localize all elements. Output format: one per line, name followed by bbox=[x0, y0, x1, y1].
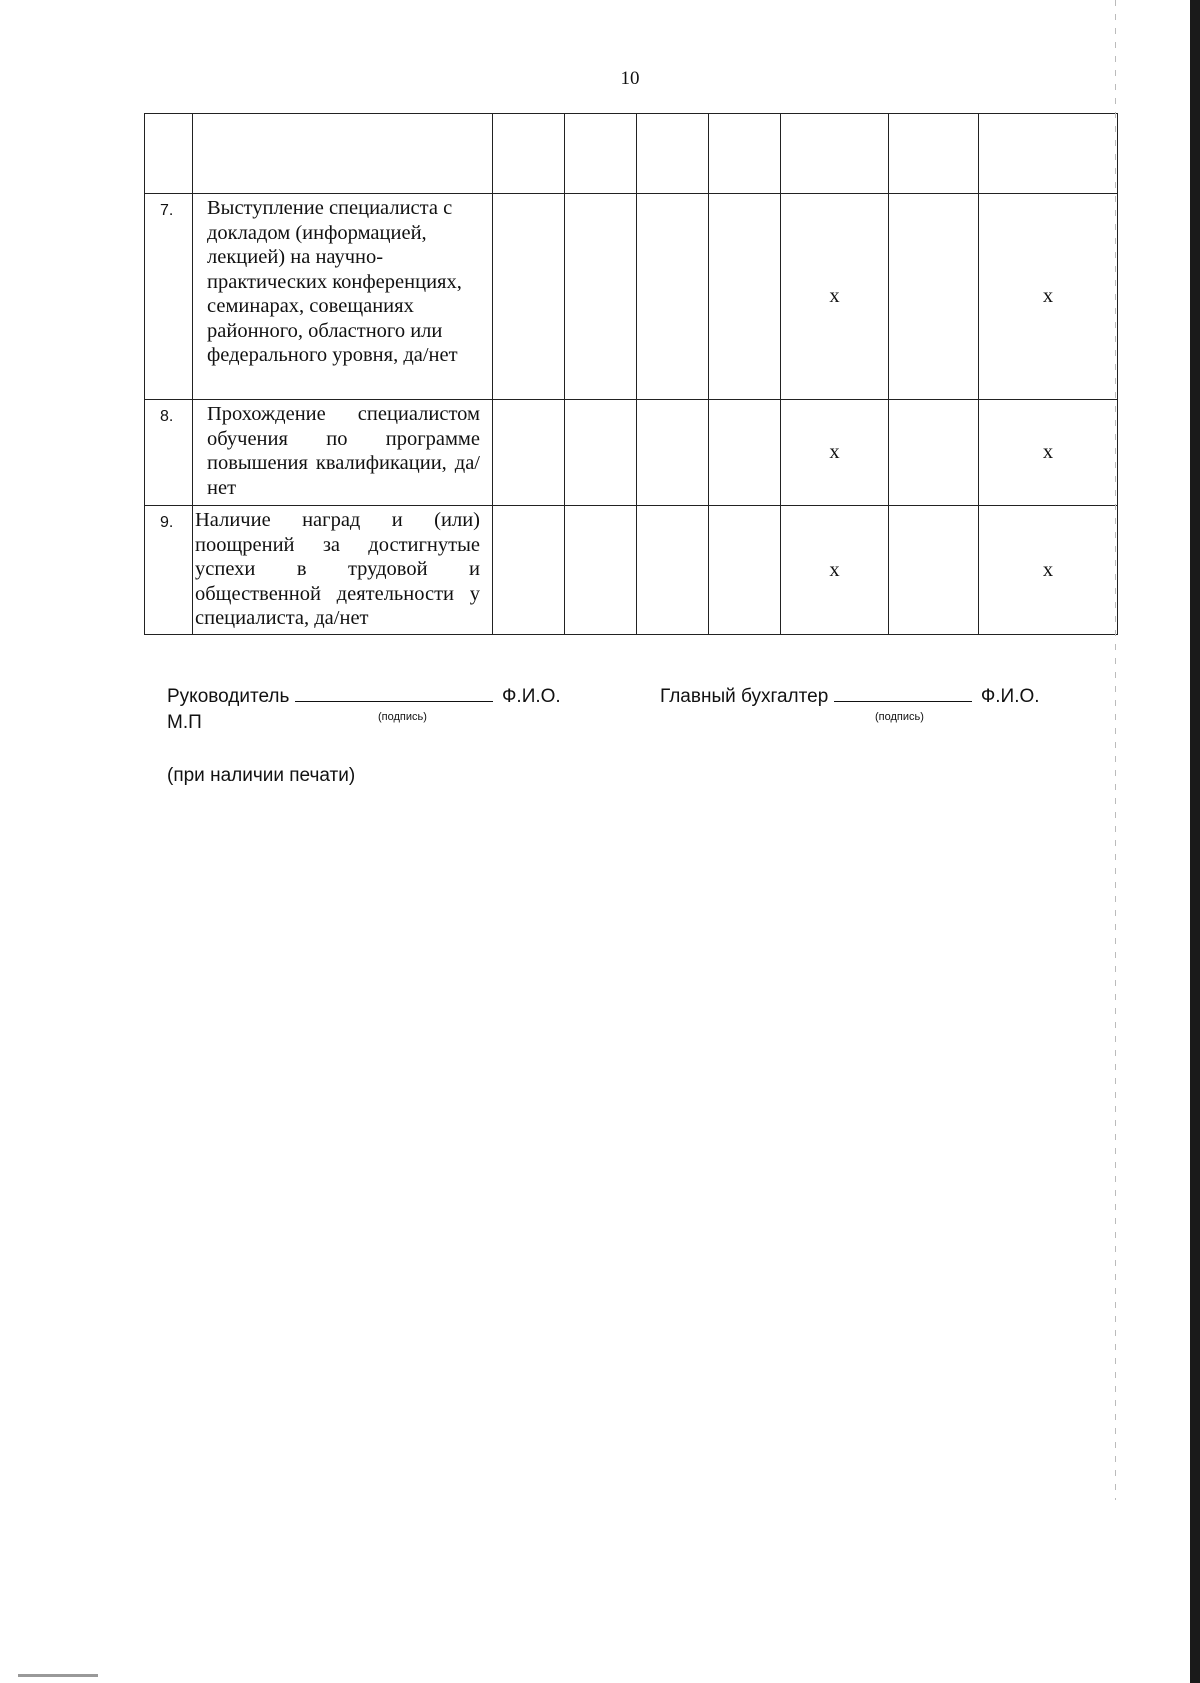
value-cell bbox=[493, 114, 565, 194]
value-cell: х bbox=[979, 194, 1118, 400]
stamp-note: (при наличии печати) bbox=[167, 765, 356, 786]
accountant-signature-line bbox=[660, 686, 1040, 708]
value-cell: х bbox=[979, 506, 1118, 635]
head-signature-line bbox=[167, 686, 561, 708]
value-cell bbox=[889, 194, 979, 400]
table-row bbox=[145, 194, 1118, 400]
row-description: Выступление специалиста с докладом (информацией, лекцией) на научно-практических конференциях, семинарах, совещаниях районного, областного или федерального уровня, да/нет bbox=[193, 194, 493, 400]
value-cell bbox=[979, 114, 1118, 194]
page-number: 10 bbox=[620, 68, 640, 89]
head-fio: Ф.И.О. bbox=[501, 686, 561, 707]
accountant-signature-field bbox=[834, 701, 972, 702]
scan-edge-dashed bbox=[1115, 0, 1116, 1500]
value-cell: х bbox=[781, 400, 889, 506]
value-cell bbox=[565, 506, 637, 635]
table-row bbox=[145, 114, 1118, 194]
value-cell bbox=[565, 400, 637, 506]
stamp-label: М.П bbox=[167, 712, 202, 733]
value-cell: х bbox=[781, 194, 889, 400]
value-cell: х bbox=[781, 506, 889, 635]
value-cell bbox=[637, 506, 709, 635]
row-description: Прохождение специалистом обучения по программе повышения квалификации, да/нет bbox=[193, 400, 493, 506]
value-cell bbox=[709, 506, 781, 635]
head-label: Руководитель bbox=[167, 686, 290, 707]
head-signature-field bbox=[295, 701, 493, 702]
value-cell bbox=[709, 400, 781, 506]
value-cell bbox=[637, 400, 709, 506]
row-description: Наличие наград и (или) поощрений за достигнутые успехи в трудовой и общественной деятельности у специалиста, да/нет bbox=[193, 506, 493, 635]
row-number: 9. bbox=[145, 506, 193, 635]
value-cell bbox=[709, 194, 781, 400]
value-cell: х bbox=[979, 400, 1118, 506]
row-description bbox=[193, 114, 493, 194]
accountant-fio: Ф.И.О. bbox=[980, 686, 1040, 707]
row-number: 8. bbox=[145, 400, 193, 506]
value-cell bbox=[493, 194, 565, 400]
head-signature-caption: (подпись) bbox=[378, 711, 427, 723]
accountant-signature-caption: (подпись) bbox=[875, 711, 924, 723]
criteria-table bbox=[144, 113, 1118, 635]
value-cell bbox=[565, 114, 637, 194]
scan-mark bbox=[18, 1674, 98, 1677]
table-row bbox=[145, 506, 1118, 635]
value-cell bbox=[637, 194, 709, 400]
value-cell bbox=[637, 114, 709, 194]
value-cell bbox=[889, 114, 979, 194]
value-cell bbox=[709, 114, 781, 194]
value-cell bbox=[781, 114, 889, 194]
accountant-label: Главный бухгалтер bbox=[660, 686, 829, 707]
value-cell bbox=[493, 400, 565, 506]
table-row bbox=[145, 400, 1118, 506]
value-cell bbox=[565, 194, 637, 400]
scan-edge bbox=[1190, 0, 1200, 1683]
row-number bbox=[145, 114, 193, 194]
row-number: 7. bbox=[145, 194, 193, 400]
value-cell bbox=[493, 506, 565, 635]
value-cell bbox=[889, 506, 979, 635]
value-cell bbox=[889, 400, 979, 506]
